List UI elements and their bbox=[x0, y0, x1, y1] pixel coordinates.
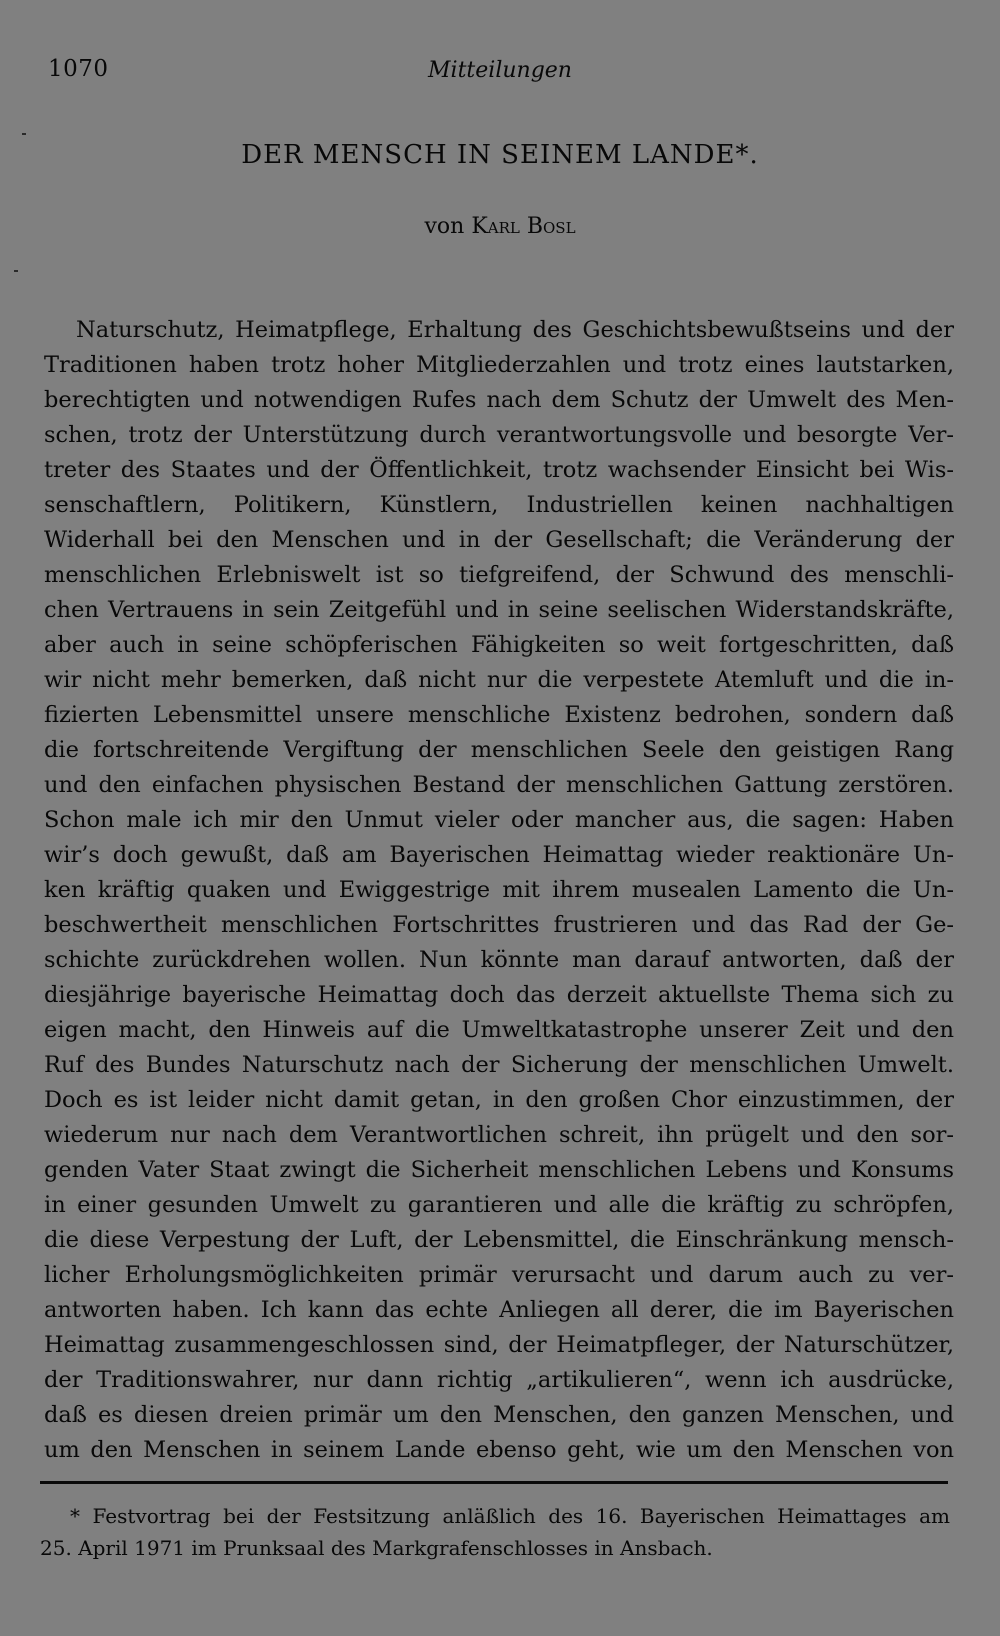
body-line: treter des Staates und der Öffentlichkeit, trotz wachsender Einsicht bei Wis- bbox=[44, 457, 954, 483]
author-name: Karl Bosl bbox=[471, 214, 576, 239]
footnote-rule bbox=[40, 1481, 948, 1484]
page-number: 1070 bbox=[48, 56, 109, 82]
body-line: berechtigten und notwendigen Rufes nach dem Schutz der Umwelt des Men- bbox=[44, 387, 954, 413]
body-line: die fortschreitende Vergiftung der menschlichen Seele den geistigen Rang bbox=[44, 737, 954, 763]
body-line: eigen macht, den Hinweis auf die Umweltkatastrophe unserer Zeit und den bbox=[44, 1017, 954, 1043]
body-line: genden Vater Staat zwingt die Sicherheit menschlichen Lebens und Konsums bbox=[44, 1157, 954, 1183]
body-line: chen Vertrauens in sein Zeitgefühl und in seine seelischen Widerstandskräfte, bbox=[44, 597, 954, 623]
body-line: Schon male ich mir den Unmut vieler oder mancher aus, die sagen: Haben bbox=[44, 807, 954, 833]
body-line: wir’s doch gewußt, daß am Bayerischen Heimattag wieder reaktionäre Un- bbox=[44, 842, 954, 868]
body-line: Doch es ist leider nicht damit getan, in den großen Chor einzustimmen, der bbox=[44, 1087, 954, 1113]
body-line: in einer gesunden Umwelt zu garantieren und alle die kräftig zu schröpfen, bbox=[44, 1192, 954, 1218]
body-line: wiederum nur nach dem Verantwortlichen schreit, ihn prügelt und den sor- bbox=[44, 1122, 954, 1148]
body-line: wir nicht mehr bemerken, daß nicht nur die verpestete Atemluft und die in- bbox=[44, 667, 954, 693]
byline bbox=[0, 214, 1000, 239]
body-line: schichte zurückdrehen wollen. Nun könnte man darauf antworten, daß der bbox=[44, 947, 954, 973]
footnote bbox=[40, 1500, 950, 1564]
body-line: Traditionen haben trotz hoher Mitgliederzahlen und trotz eines lautstarken, bbox=[44, 352, 954, 378]
scan-speck bbox=[22, 133, 26, 135]
footnote-line: 25. April 1971 im Prunksaal des Markgrafenschlosses in Ansbach. bbox=[40, 1536, 713, 1560]
body-line: senschaftlern, Politikern, Künstlern, Industriellen keinen nachhaltigen bbox=[44, 492, 954, 518]
body-line: licher Erholungsmöglichkeiten primär verursacht und darum auch zu ver- bbox=[44, 1262, 954, 1288]
body-line: Widerhall bei den Menschen und in der Gesellschaft; die Veränderung der bbox=[44, 527, 954, 553]
article-body bbox=[44, 313, 954, 1468]
body-line: ken kräftig quaken und Ewiggestrige mit ihrem musealen Lamento die Un- bbox=[44, 877, 954, 903]
body-line: menschlichen Erlebniswelt ist so tiefgreifend, der Schwund des menschli- bbox=[44, 562, 954, 588]
body-line: um den Menschen in seinem Lande ebenso geht, wie um den Menschen von bbox=[44, 1437, 954, 1463]
body-line: der Traditionswahrer, nur dann richtig „artikulieren“, wenn ich ausdrücke, bbox=[44, 1367, 954, 1393]
footnote-line: * Festvortrag bei der Festsitzung anläßlich des 16. Bayerischen Heimattages am bbox=[70, 1504, 950, 1528]
body-line: beschwertheit menschlichen Fortschrittes frustrieren und das Rad der Ge- bbox=[44, 912, 954, 938]
article-title: DER MENSCH IN SEINEM LANDE*. bbox=[241, 140, 759, 170]
body-line: die diese Verpestung der Luft, der Lebensmittel, die Einschränkung mensch- bbox=[44, 1227, 954, 1253]
body-line: fizierten Lebensmittel unsere menschliche Existenz bedrohen, sondern daß bbox=[44, 702, 954, 728]
byline-prefix: von bbox=[424, 214, 465, 239]
body-line: Ruf des Bundes Naturschutz nach der Sicherung der menschlichen Umwelt. bbox=[44, 1052, 954, 1078]
body-line: aber auch in seine schöpferischen Fähigkeiten so weit fortgeschritten, daß bbox=[44, 632, 954, 658]
running-head: Mitteilungen bbox=[428, 58, 572, 83]
body-line: diesjährige bayerische Heimattag doch das derzeit aktuellste Thema sich zu bbox=[44, 982, 954, 1008]
body-line: antworten haben. Ich kann das echte Anliegen all derer, die im Bayerischen bbox=[44, 1297, 954, 1323]
body-line: Heimattag zusammengeschlossen sind, der Heimatpfleger, der Naturschützer, bbox=[44, 1332, 954, 1358]
scan-speck bbox=[14, 270, 18, 272]
body-line: und den einfachen physischen Bestand der menschlichen Gattung zerstören. bbox=[44, 772, 954, 798]
body-line: Naturschutz, Heimatpflege, Erhaltung des Geschichtsbewußtseins und der bbox=[76, 317, 954, 343]
body-line: schen, trotz der Unterstützung durch verantwortungsvolle und besorgte Ver- bbox=[44, 422, 954, 448]
body-line: daß es diesen dreien primär um den Menschen, den ganzen Menschen, und bbox=[44, 1402, 954, 1428]
